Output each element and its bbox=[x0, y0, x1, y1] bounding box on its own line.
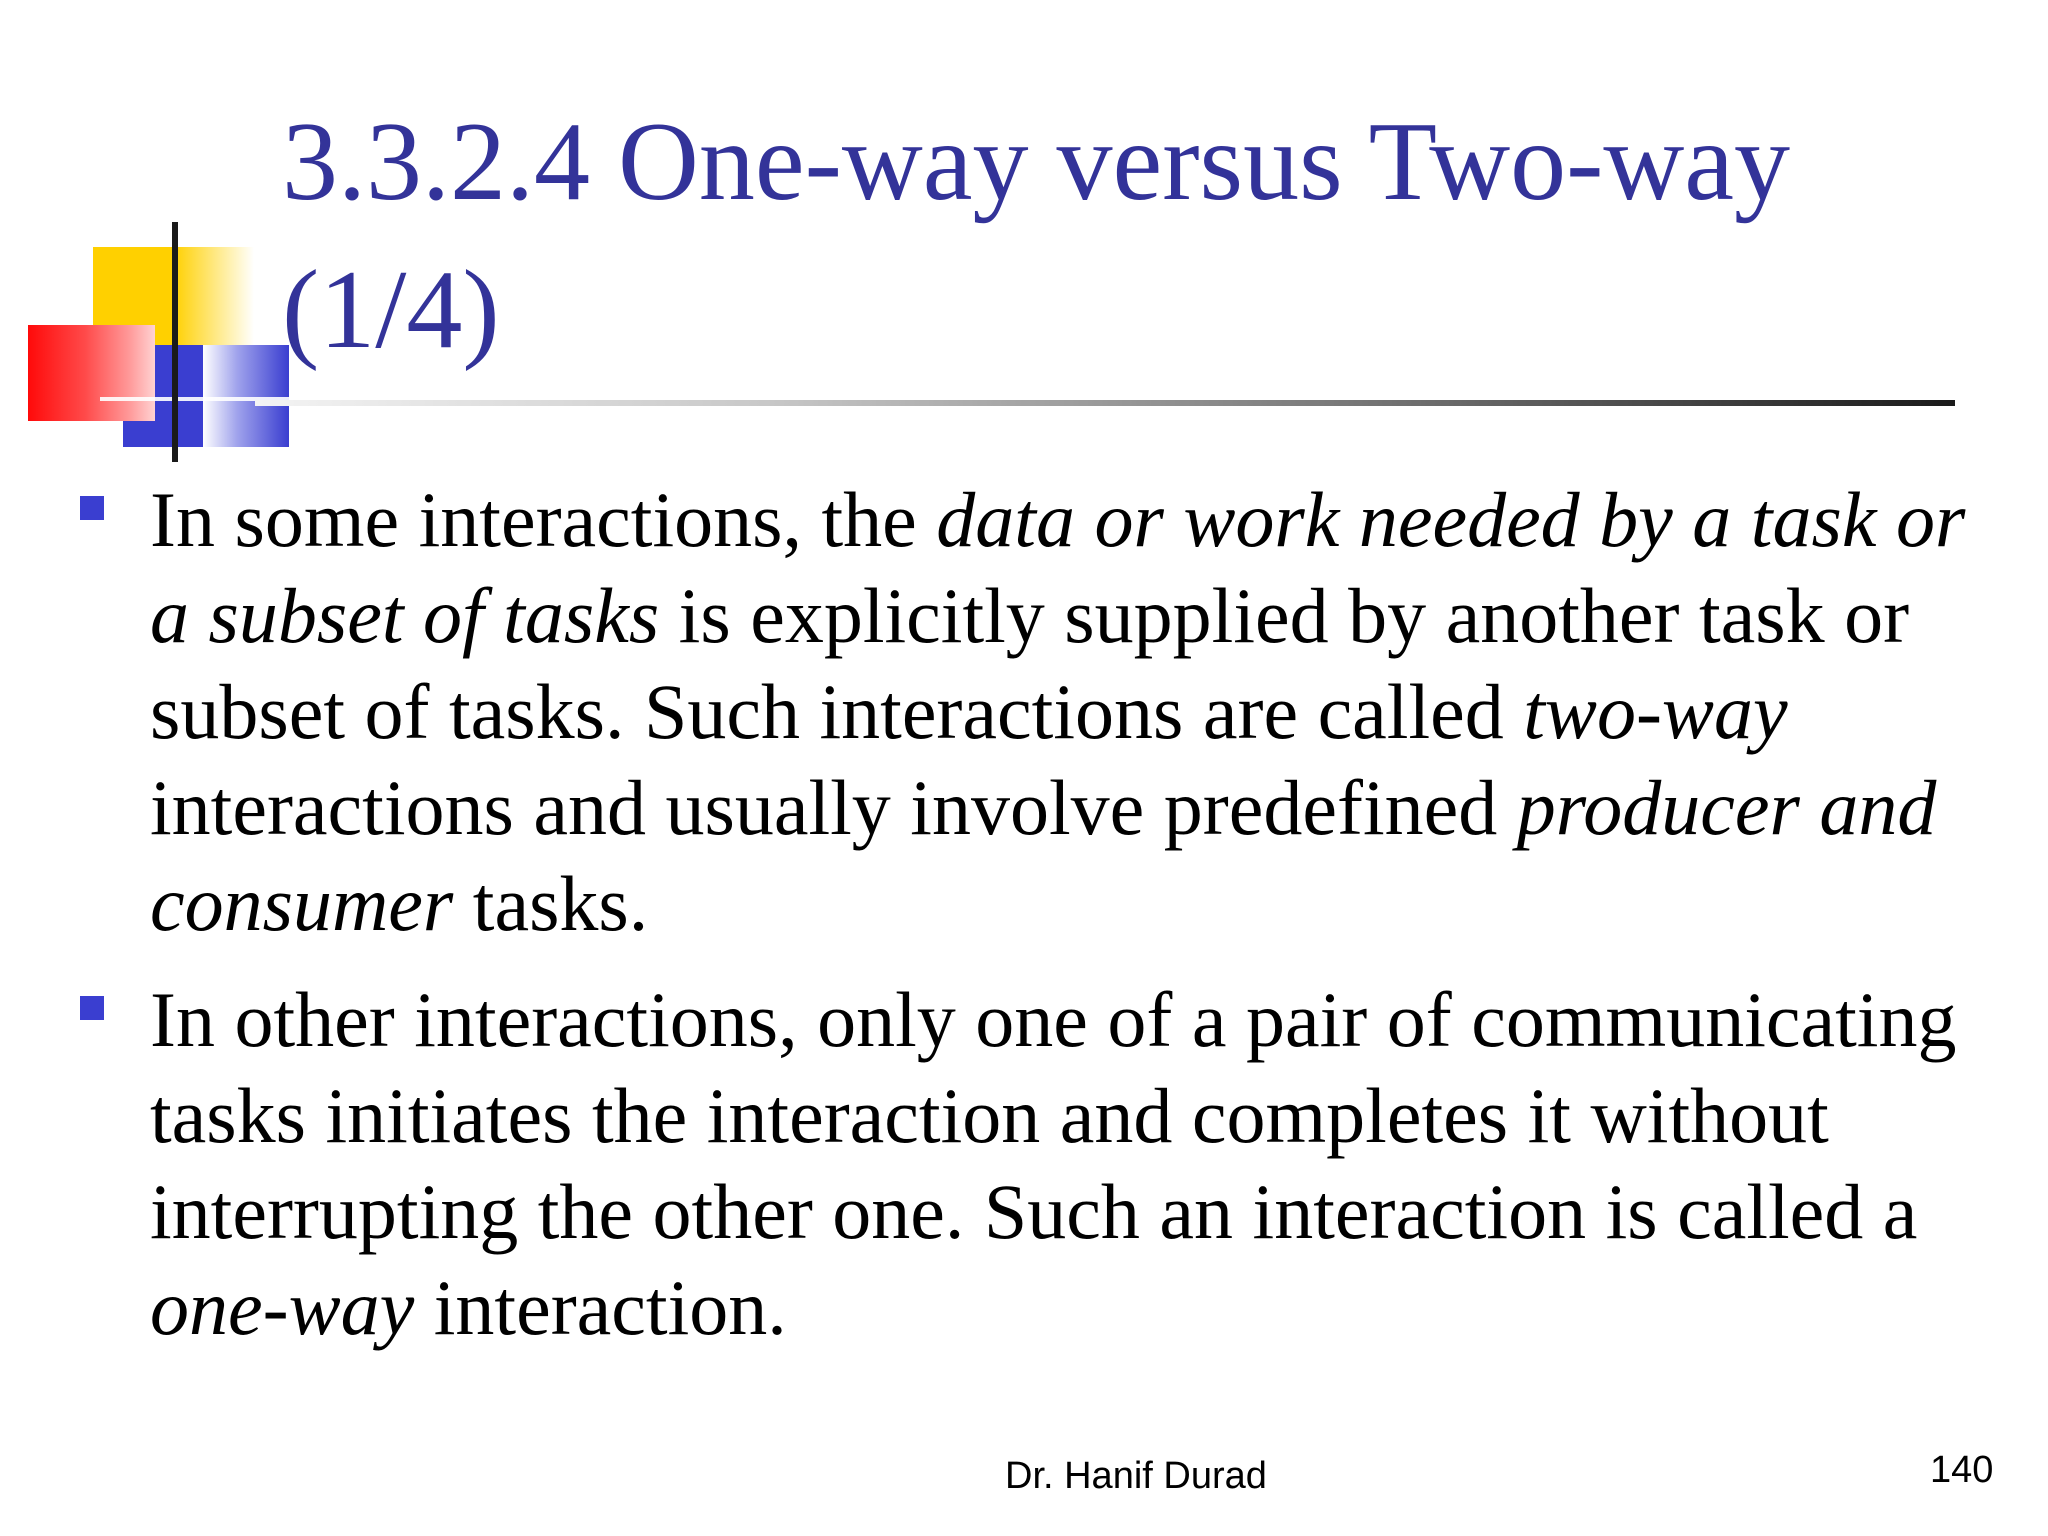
bullet-text bbox=[150, 972, 2010, 1356]
text-run: In other interactions, only one of a pair of communicating tasks initiates the interaction and completes it without interrupting the other one. Such an interaction is called a bbox=[150, 976, 1957, 1255]
bullet-marker-icon bbox=[80, 496, 104, 520]
bullet-marker-icon bbox=[80, 996, 104, 1020]
emphasized-text: one-way bbox=[150, 1264, 415, 1351]
deco-red-square bbox=[28, 325, 155, 421]
title-underline-rule bbox=[255, 400, 1955, 406]
footer-author: Dr. Hanif Durad bbox=[1005, 1455, 1267, 1497]
text-run: is explicitly supplied by another task or subset of tasks. Such interactions are called bbox=[150, 572, 1910, 755]
emphasized-text: two-way bbox=[1523, 668, 1788, 755]
slide-title: 3.3.2.4 One-way versus Two-way (1/4) bbox=[282, 100, 1791, 372]
emphasized-text: producer and consumer bbox=[150, 764, 1937, 947]
text-run: interaction. bbox=[414, 1264, 787, 1351]
text-run: In some interactions, the bbox=[150, 476, 937, 563]
deco-blue-gradient-square bbox=[203, 345, 289, 447]
text-run: tasks. bbox=[453, 860, 649, 947]
text-run: interactions and usually involve predefined bbox=[150, 764, 1517, 851]
emphasized-text: data or work needed by a task or a subset of tasks bbox=[150, 476, 1966, 659]
page-number: 140 bbox=[1930, 1449, 1994, 1491]
deco-vertical-line bbox=[172, 222, 178, 462]
bullet-text bbox=[150, 472, 2010, 952]
